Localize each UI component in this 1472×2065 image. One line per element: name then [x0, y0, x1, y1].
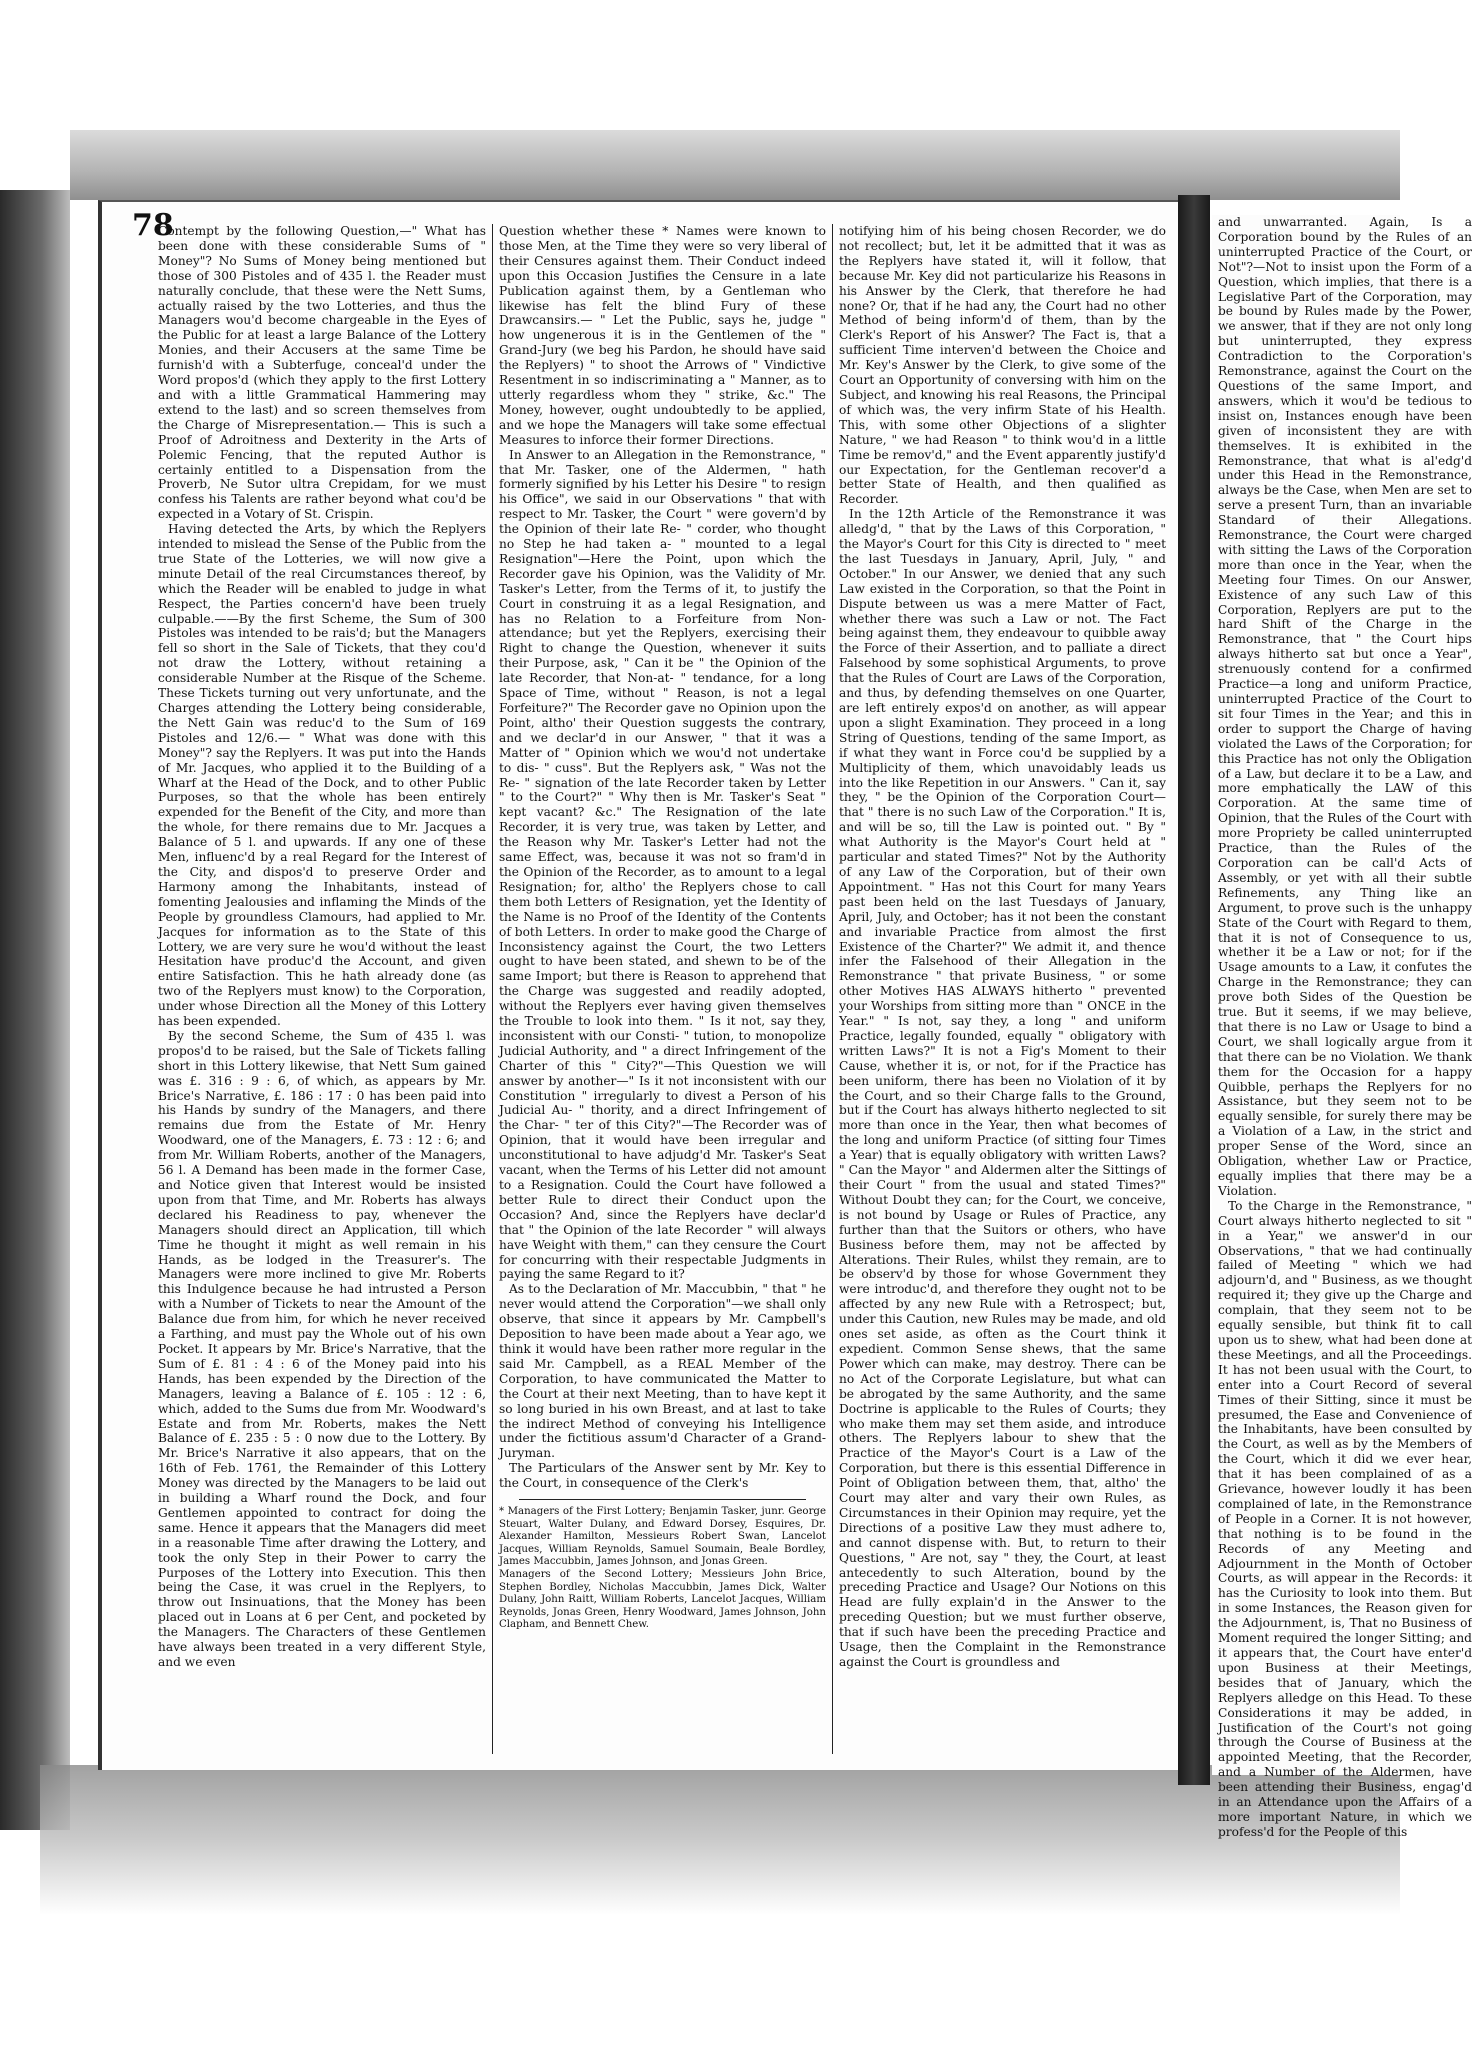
newspaper-page	[98, 200, 1178, 1770]
paragraph: Contempt by the following Question,—" What has been done with these considerable Sums of " Money"? No Sums of Money being mentioned but those of 300 Pistoles and of 435 l. the Reader must naturally conclude, that these were the Nett Sums, actually raised by the two Lotteries, and thus the Managers wou'd become chargeable in the Eyes of the Public for at least a large Balance of the Lottery Monies, and their Accusers at the same Time be furnish'd with a Subterfuge, conceal'd under the Word propos'd (which they apply to the first Lottery and with a little Grammatical Hammering may extend to the last) and so screen themselves from the Charge of Misrepresentation.— This is such a Proof of Adroitness and Dexterity in the Arts of Polemic Fencing, that the reputed Author is certainly entitled to a Dispensation from the Proverb, Ne Sutor ultra Crepidam, for we must confess his Talents are rather beyond what cou'd be expected in a Votary of St. Crispin.	[158, 224, 486, 522]
facing-column	[1212, 215, 1472, 1840]
page-number: 78	[132, 208, 174, 243]
footnote: Managers of the Second Lottery; Messieurs John Brice, Stephen Bordley, Nicholas Maccubbin, James Dick, Walter Dulany, John Raitt, William Roberts, Lancelot Jacques, William Reynolds, Jonas Green, Henry Woodward, James Johnson, John Clapham, and Bennett Chew.	[499, 1569, 826, 1631]
facing-page	[1212, 215, 1472, 1839]
paragraph: By the second Scheme, the Sum of 435 l. was propos'd to be raised, but the Sale of Tickets falling short in this Lottery likewise, that Nett Sum gained was £. 316 : 9 : 6, of which, as appears by Mr. Brice's Narrative, £. 186 : 17 : 0 has been paid into his Hands by sundry of the Managers, and there remains due from the Estate of Mr. Henry Woodward, one of the Managers, £. 73 : 12 : 6; and from Mr. William Roberts, another of the Managers, 56 l. A Demand has been made in the former Case, and Notice given that Interest would be insisted upon from that Time, and Mr. Roberts has always declared his Readiness to pay, whenever the Managers should direct an Application, till which Time he thought it might as well remain in his Hands, as be lodged in the Treasurer's. The Managers were more inclined to give Mr. Roberts this Indulgence because he had intrusted a Person with a Number of Tickets to near the Amount of the Balance due from him, for which he never received a Farthing, and must pay the Whole out of his own Pocket. It appears by Mr. Brice's Narrative, that the Sum of £. 81 : 4 : 6 of the Money paid into his Hands, has been expended by the Direction of the Managers, leaving a Balance of £. 105 : 12 : 6, which, added to the Sums due from Mr. Woodward's Estate and from Mr. Roberts, makes the Nett Balance of £. 235 : 5 : 0 now due to the Lottery. By Mr. Brice's Narrative it also appears, that on the 16th of Feb. 1761, the Remainder of this Lottery Money was directed by the Managers to be laid out in building a Wharf round the Dock, and four Gentlemen appointed to contract for doing the same. Hence it appears that the Managers did meet in a reasonable Time after drawing the Lottery, and took the only Step in their Power to carry the Purposes of the Lottery into Execution. This then being the Case, it was cruel in the Replyers, to throw out Insinuations, that the Money has been placed out in Loans at 6 per Cent, and pocketed by the Managers. The Characters of these Gentlemen have always been treated in a very different Style, and we even	[158, 1028, 486, 1669]
column-2	[492, 224, 832, 1754]
copier-shadow-top	[70, 130, 1400, 200]
text-columns	[152, 224, 1172, 1754]
column-3	[832, 224, 1172, 1754]
paragraph: Question whether these * Names were known to those Men, at the Time they were so very liberal of their Censures against them. Their Conduct indeed upon this Occasion Justifies the Censure in a late Publication against them, by a Gentleman who likewise has felt the blind Fury of these Drawcansirs.— " Let the Public, says he, judge " how ungenerous it is in the Gentlemen of the " Grand-Jury (we beg his Pardon, he should have said the Replyers) " to shoot the Arrows of " Vindictive Resentment in so indiscriminating a " Manner, as to utterly regardless whom they " strike, &c." The Money, however, ought undoubtedly to be applied, and we hope the Managers will take some effectual Measures to inforce their former Directions.	[499, 224, 826, 447]
paragraph: notifying him of his being chosen Recorder, we do not recollect; but, let it be admitted that it was as the Replyers have stated it, will it follow, that because Mr. Key did not particularize his Reasons in his Answer by the Clerk, that therefore he had none? Or, that if he had any, the Court had no other Method of being inform'd of them, than by the Clerk's Report of his Answer? The Fact is, that a sufficient Time interven'd between the Choice and Mr. Key's Answer by the Clerk, to give some of the Court an Opportunity of conversing with him on the Subject, and knowing his real Reasons, the Principal of which was, the very infirm State of his Health. This, with some other Objections of a slighter Nature, " we had Reason " to think wou'd in a little Time be remov'd," and the Event apparently justify'd our Expectation, for the Gentleman recover'd a better State of Health, and then qualified as Recorder.	[839, 224, 1166, 507]
paragraph: The Particulars of the Answer sent by Mr. Key to the Court, in consequence of the Clerk's	[499, 1461, 826, 1491]
binding-gutter	[1178, 195, 1210, 1785]
footnote: * Managers of the First Lottery; Benjamin Tasker, junr. George Steuart, Walter Dulany, and Edward Dorsey, Esquires, Dr. Alexander Hamilton, Messieurs Robert Swan, Lancelot Jacques, William Reynolds, Samuel Soumain, Beale Bordley, James Maccubbin, James Johnson, and Jonas Green.	[499, 1506, 826, 1568]
paragraph: and unwarranted. Again, Is a Corporation bound by the Rules of an uninterrupted Practice of the Court, or Not"?—Not to insist upon the Form of a Question, which implies, that there is a Legislative Part of the Corporation, may be bound by Rules made by the Power, we answer, that if they are not only long but uninterrupted, they express Contradiction to the Corporation's Remonstrance, against the Court on the Questions of the same Import, and answers, which it wou'd be tedious to insist on, Instances enough have been given of inconsistent they are with themselves. It is exhibited in the Remonstrance, that what is al'edg'd under this Head in the Remonstrance, always be the Case, when Men are set to serve a present Turn, than an invariable Standard of their Allegations. Remonstrance, the Court were charged with sitting the Laws of the Corporation more than once in the Year, when the Meeting four Times. On our Answer, Existence of any such Law of this Corporation, Replyers are put to the hard Shift of the Charge in the Remonstrance, that " the Court hips always hitherto sat but once a Year", strenuously contend for a confirmed Practice—a long and uniform Practice, uninterrupted Practice of the Court to sit four Times in the Year; and this in order to support the Charge of having violated the Laws of the Corporation; for this Practice has not only the Obligation of a Law, but declare it to be a Law, and more emphatically the LAW of this Corporation. At the same time of Opinion, that the Rules of the Court with more Propriety be called uninterrupted Practice, than the Rules of the Corporation can be call'd Acts of Assembly, or yet with all their subtle Refinements, any Thing like an Argument, to prove such is the unhappy State of the Court with Regard to them, that it is not of Consequence to us, whether it be a Law or not; for if the Usage amounts to a Law, it confutes the Charge in the Remonstrance; they can prove both Sides of the Question be true. But it seems, if we may believe, that there is no Law or Usage to bind a Court, we shall logically argue from it that there can be no Violation. We thank them for the Occasion for a happy Quibble, perhaps the Replyers for no Assistance, but they seem not to be equally sensible, for surely there may be a Violation of a Law, in the strict and proper Sense of the Word, since an Obligation, whether Law or Practice, equally implies that there may be a Violation.	[1218, 215, 1472, 1198]
paragraph: In Answer to an Allegation in the Remonstrance, " that Mr. Tasker, one of the Aldermen, " hath formerly signified by his Letter his Desire " to resign his Office", we said in our Observations " that with respect to Mr. Tasker, the Court " were govern'd by the Opinion of their late Re- " corder, who thought no Step he had taken a- " mounted to a legal Resignation"—Here the Point, upon which the Recorder gave his Opinion, was the Validity of Mr. Tasker's Letter, from the Terms of it, to justify the Court in construing it as a legal Resignation, and has no Relation to a Forfeiture from Non-attendance; but yet the Replyers, exercising their Right to change the Question, whenever it suits their Purpose, ask, " Can it be " the Opinion of the late Recorder, that Non-at- " tendance, for a long Space of Time, without " Reason, is not a legal Forfeiture?" The Recorder gave no Opinion upon the Point, altho' their Question suggests the contrary, and we declar'd in our Answer, " that it was a Matter of " Opinion which we wou'd not undertake to dis- " cuss". But the Replyers ask, " Was not the Re- " signation of the late Recorder taken by Letter " to the Court?" " Why then is Mr. Tasker's Seat " kept vacant? &c." The Resignation of the late Recorder, it is very true, was taken by Letter, and the Reason why Mr. Tasker's Letter had not the same Effect, was, because it was not so fram'd in the Opinion of the Recorder, as to amount to a legal Resignation; for, altho' the Replyers chose to call them both Letters of Resignation, yet the Identity of the Name is no Proof of the Identity of the Contents of both Letters. In order to make good the Charge of Inconsistency against the Court, the two Letters ought to have been stated, and shewn to be of the same Import; but there is Reason to apprehend that the Charge was suggested and readily adopted, without the Replyers ever having given themselves the Trouble to look into them. " Is it not, say they, inconsistent with our Consti- " tution, to monopolize Judicial Authority, and " a direct Infringement of the Charter of this " City?"—This Question we will answer by another—" Is it not inconsistent with our Constitution " irregularly to divest a Person of his Judicial Au- " thority, and a direct Infringement of the Char- " ter of this City?"—The Recorder was of Opinion, that it would have been irregular and unconstitutional to have adjudg'd Mr. Tasker's Seat vacant, when the Terms of his Letter did not amount to a Resignation. Could the Court have followed a better Rule to direct their Conduct upon the Occasion? And, since the Replyers have declar'd that " the Opinion of the late Recorder " will always have Weight with them," can they censure the Court for concurring with their respectable Judgments in paying the same Regard to it?	[499, 447, 826, 1282]
footnote-rule	[519, 1499, 806, 1500]
paragraph: Having detected the Arts, by which the Replyers intended to mislead the Sense of the Public from the true State of the Lotteries, we will now give a minute Detail of the real Circumstances thereof, by which the Reader will be enabled to judge in what Respect, the Parties concern'd have been truely culpable.——By the first Scheme, the Sum of 300 Pistoles was intended to be rais'd; but the Managers fell so short in the Sale of Tickets, that they cou'd not draw the Lottery, without retaining a considerable Number at the Risque of the Scheme. These Tickets turning out very unfortunate, and the Charges attending the Lottery being considerable, the Nett Gain was reduc'd to the Sum of 169 Pistoles and 12/6.— " What was done with this Money"? say the Replyers. It was put into the Hands of Mr. Jacques, who applied it to the Building of a Wharf at the Head of the Dock, and to other Public Purposes, so that the whole has been entirely expended for the Benefit of the City, and more than the whole, for there remains due to Mr. Jacques a Balance of 5 l. and upwards. If any one of these Men, influenc'd by a real Regard for the Interest of the City, and dispos'd to preserve Order and Harmony among the Inhabitants, instead of fomenting Jealousies and inflaming the Minds of the People by groundless Clamours, had applied to Mr. Jacques for information as to the State of this Lottery, we are very sure he wou'd without the least Hesitation have produc'd the Account, and given entire Satisfaction. This he hath already done (as two of the Replyers must know) to the Corporation, under whose Direction all the Money of this Lottery has been expended.	[158, 522, 486, 1029]
paragraph: In the 12th Article of the Remonstrance it was alledg'd, " that by the Laws of this Corporation, " the Mayor's Court for this City is directed to " meet the last Tuesdays in January, April, July, " and October." In our Answer, we denied that any such Law existed in the Corporation, so that the Point in Dispute between us was a mere Matter of Fact, whether there was such a Law or not. The Fact being against them, they endeavour to quibble away the Force of their Assertion, and to palliate a direct Falsehood by some sophistical Arguments, to prove that the Rules of Court are Laws of the Corporation, and thus, by defending themselves on one Quarter, are left entirely expos'd on another, as will appear upon a slight Examination. They proceed in a long String of Questions, tending of the same Import, as if what they want in Force cou'd be supplied by a Multiplicity of them, which unavoidably leads us into the like Repetition in our Answers. " Can it, say they, " be the Opinion of the Corporation Court—that " there is no such Law of the Corporation." It is, and will be so, till the Law is pointed out. " By " what Authority is the Mayor's Court held at " particular and stated Times?" Not by the Authority of any Law of the Corporation, but of their own Appointment. " Has not this Court for many Years past been held on the last Tuesdays of January, April, July, and October; has it not been the constant and invariable Practice from almost the first Existence of the Charter?" We admit it, and thence infer the Falsehood of their Allegation in the Remonstrance " that private Business, " or some other Motives HAS ALWAYS hitherto " prevented your Worships from sitting more than " ONCE in the Year." " Is not, say they, a long " and uniform Practice, legally founded, equally " obligatory with written Laws?" It is not a Fig's Moment to their Cause, whether it is, or not, for if the Practice has been uniform, there has been no Violation of it by the Court, and so their Charge falls to the Ground, but if the Court has always hitherto neglected to sit more than once in the Year, then what becomes of the long and uniform Practice (of sitting four Times a Year) that is equally obligatory with written Laws? " Can the Mayor " and Aldermen alter the Sittings of their Court " from the usual and stated Times?" Without Doubt they can; for the Court, we conceive, is not bound by Usage or Rules of Practice, any further than that the Suitors or others, who have Business before them, may not be affected by Alterations. Their Rules, whilst they remain, are to be observ'd by those for whose Government they were introduc'd, and therefore they ought not to be affected by any new Rule with a Retrospect; but, under this Caution, new Rules may be made, and old ones set aside, as often as the Court think it expedient. Common Sense shews, that the same Power which can make, may destroy. There can be no Act of the Corporate Legislature, but what can be abrogated by the same Authority, and the same Doctrine is applicable to the Rules of Courts; they who make them may set them aside, and introduce others. The Replyers labour to shew that the Practice of the Mayor's Court is a Law of the Corporation, but there is this essential Difference in Point of Obligation between them, that, altho' the Court may alter and vary their own Rules, as Circumstances in their Opinion may require, yet the Directions of a positive Law they must adhere to, and cannot dispense with. But, to return to their Questions, " Are not, say " they, the Court, at least antecedently to such Alteration, bound by the preceding Practice and Usage? Our Notions on this Head are fully explain'd in the Answer to the preceding Question; but we must further observe, that if such have been the preceding Practice and Usage, then the Complaint in the Remonstrance against the Court is groundless and	[839, 507, 1166, 1669]
copier-shadow-left	[0, 190, 70, 1830]
paragraph: As to the Declaration of Mr. Maccubbin, " that " he never would attend the Corporation"—we shall only observe, that since it appears by Mr. Campbell's Deposition to have been made about a Year ago, we think it would have been rather more regular in the said Mr. Campbell, as a REAL Member of the Corporation, to have communicated the Matter to the Court at their next Meeting, than to have kept it so long buried in his own Breast, and at last to take the indirect Method of conveying his Intelligence under the fictitious assum'd Character of a Grand-Juryman.	[499, 1282, 826, 1461]
paragraph: To the Charge in the Remonstrance, " Court always hitherto neglected to sit " in a Year," we answer'd in our Observations, " that we had continually failed of Meeting " which we had adjourn'd, and " Business, as we thought required it; they give up the Charge and complain, that they seem not to be equally sensible, but think fit to call upon us to shew, what had been done at these Meetings, and all the Proceedings. It has not been usual with the Court, to enter into a Court Record of several Times of their Sitting, since it must be presumed, the Ease and Convenience of the Inhabitants, have been consulted by the Court, as well as by the Members of the Court, which it did we ever hear, that it has been complained of as a Grievance, however loudly it has been complained of late, in the Remonstrance of People in a Corner. It is not however, that nothing is to be found in the Records of any Meeting and Adjournment in the Month of October Courts, as will appear in the Records: it has the Curiosity to look into them. But in some Instances, the Reason given for the Adjournment, is, That no Business of Moment required the longer Sitting; and it appears that, the Court have enter'd upon Business at their Meetings, besides that of January, which the Replyers alledge on this Head. To these Considerations it may be added, in Justification of the Court's not going through the Course of Business at the appointed Meeting, that the Recorder, and a Number of the Aldermen, have been attending their Business, engag'd in an Attendance upon the Affairs of a more important Nature, in which we profess'd for the People of this	[1218, 1198, 1472, 1839]
copier-shadow-bottom	[40, 1765, 1400, 1915]
column-1	[152, 224, 492, 1754]
